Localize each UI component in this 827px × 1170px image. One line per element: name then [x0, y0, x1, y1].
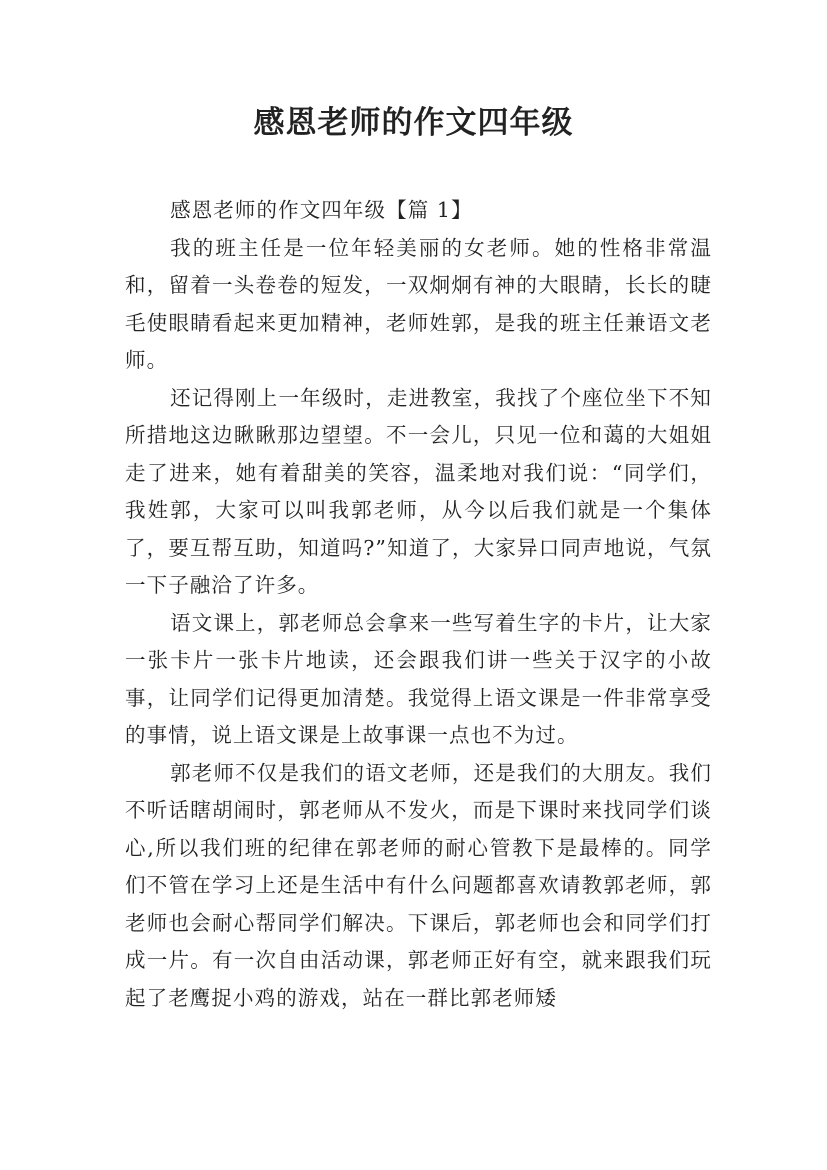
paragraph-3: 语文课上，郭老师总会拿来一些写着生字的卡片，让大家一张卡片一张卡片地读，还会跟我们讲一些关于汉字的小故事，让同学们记得更加清楚。我觉得上语文课是一件非常享受的事情，说上语文课是上故事课一点也不为过。: [125, 610, 712, 747]
paragraph-2: 还记得刚上一年级时，走进教室，我找了个座位坐下不知所措地这边瞅瞅那边望望。不一会儿，只见一位和蔼的大姐姐走了进来，她有着甜美的笑容，温柔地对我们说：“同学们，我姓郭，大家可以叫我郭老师，从今以后我们就是一个集体了，要互帮互助，知道吗?”知道了，大家异口同声地说，气氛一下子融洽了许多。: [125, 385, 712, 597]
paragraph-1: 我的班主任是一位年轻美丽的女老师。她的性格非常温和，留着一头卷卷的短发，一双炯炯有神的大眼睛，长长的睫毛使眼睛看起来更加精神，老师姓郭，是我的班主任兼语文老师。: [125, 235, 712, 372]
section-heading: 感恩老师的作文四年级【篇 1】: [170, 198, 473, 222]
document-body: [125, 192, 712, 1017]
document-title: 感恩老师的作文四年级: [253, 105, 574, 141]
paragraph-4: 郭老师不仅是我们的语文老师，还是我们的大朋友。我们不听话瞎胡闹时，郭老师从不发火，而是下课时来找同学们谈心,所以我们班的纪律在郭老师的耐心管教下是最棒的。同学们不管在学习上还是生活中有什么问题都喜欢请教郭老师，郭老师也会耐心帮同学们解决。下课后，郭老师也会和同学们打成一片。有一次自由活动课，郭老师正好有空，就来跟我们玩起了老鹰捉小鸡的游戏，站在一群比郭老师矮: [125, 760, 712, 1010]
